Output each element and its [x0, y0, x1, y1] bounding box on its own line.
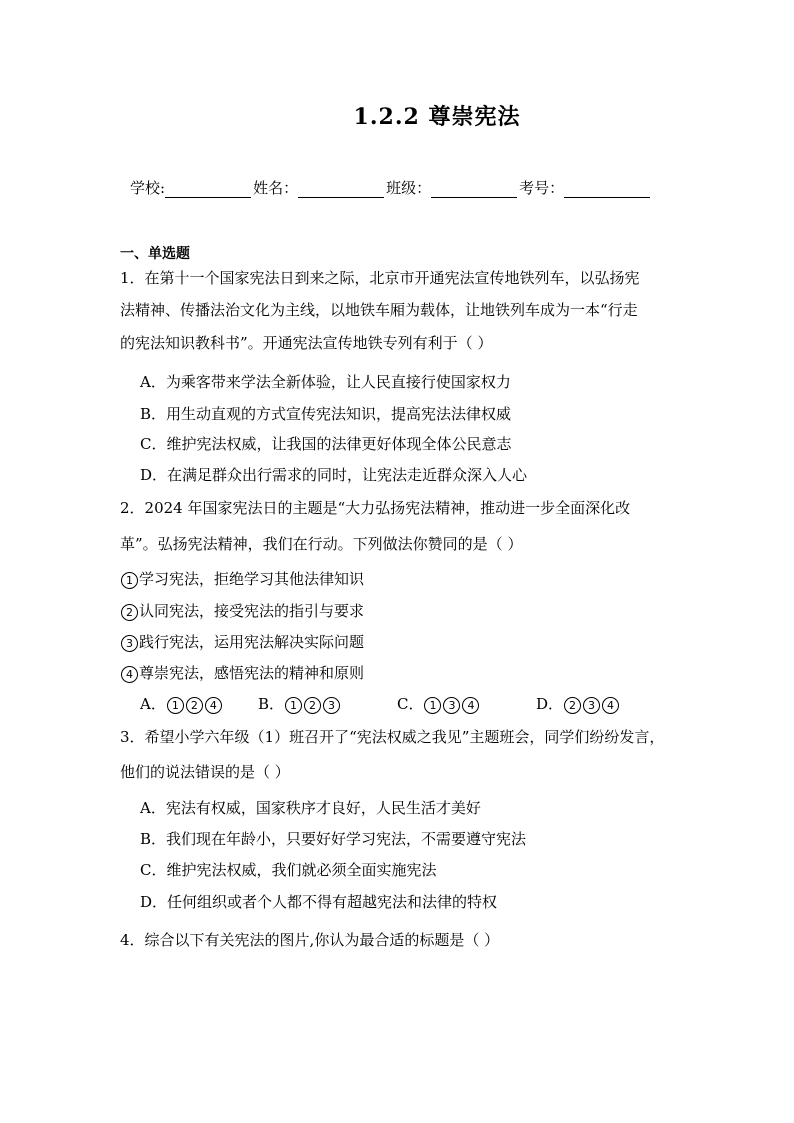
school-label: 学校:: [130, 179, 166, 197]
q2-stem-line-1: 2．2024 年国家宪法日的主题是“大力弘扬宪法精神，推动进一步全面深化改: [120, 499, 631, 517]
q2-stem-line-2: 革”。弘扬宪法精神，我们在行动。下列做法你赞同的是（ ）: [120, 535, 523, 553]
class-blank[interactable]: [431, 183, 517, 198]
name-blank[interactable]: [298, 183, 384, 198]
q2-statement-1: 1 学习宪法，拒绝学习其他法律知识: [120, 569, 364, 589]
q2-statement-2: 2 认同宪法，接受宪法的指引与要求: [120, 601, 364, 621]
q3-option-a[interactable]: A．宪法有权威，国家秩序才良好，人民生活才美好: [140, 799, 481, 817]
exam-no-blank[interactable]: [564, 183, 650, 198]
q1-option-c[interactable]: C．维护宪法权威，让我国的法律更好体现全体公民意志: [140, 435, 512, 453]
q2-option-c[interactable]: C． 1 3 4: [397, 693, 480, 714]
name-label: 姓名：: [253, 179, 299, 197]
q1-stem-line-2: 法精神、传播法治文化为主线，以地铁车厢为载体，让地铁列车成为一本“行走: [120, 301, 638, 319]
q1-option-b[interactable]: B．用生动直观的方式宣传宪法知识，提高宪法法律权威: [140, 405, 512, 423]
q2-option-d[interactable]: D． 2 3 4: [536, 693, 620, 714]
school-blank[interactable]: [165, 183, 251, 198]
page-title: 1.2.2 尊崇宪法: [353, 104, 521, 130]
q3-stem-line-2: 他们的说法错误的是（ ）: [120, 763, 290, 781]
circled-number-3: 3: [121, 635, 138, 652]
q3-option-d[interactable]: D．任何组织或者个人都不得有超越宪法和法律的特权: [140, 893, 498, 911]
q2-option-a[interactable]: A． 1 2 4: [140, 693, 223, 714]
section-heading: 一、单选题: [120, 246, 190, 262]
q2-statement-3: 3 践行宪法，运用宪法解决实际问题: [120, 632, 364, 652]
q1-option-d[interactable]: D．在满足群众出行需求的同时，让宪法走近群众深入人心: [140, 466, 528, 484]
q3-option-c[interactable]: C．维护宪法权威，我们就必须全面实施宪法: [140, 861, 437, 879]
q2-option-b[interactable]: B． 1 2 3: [258, 693, 341, 714]
exam-no-label: 考号：: [519, 179, 565, 197]
circled-number-2: 2: [121, 604, 138, 621]
q1-stem-line-1: 1．在第十一个国家宪法日到来之际，北京市开通宪法宣传地铁列车，以弘扬宪: [120, 269, 640, 287]
q3-stem-line-1: 3．希望小学六年级（1）班召开了“宪法权威之我见”主题班会，同学们纷纷发言，: [120, 728, 665, 746]
circled-number-4: 4: [121, 666, 138, 683]
q3-option-b[interactable]: B．我们现在年龄小，只要好好学习宪法，不需要遵守宪法: [140, 830, 527, 848]
circled-number-1: 1: [121, 572, 138, 589]
student-info-row: [130, 177, 652, 198]
class-label: 班级：: [386, 179, 432, 197]
q4-stem-line-1: 4．综合以下有关宪法的图片,你认为最合适的标题是（ ）: [120, 931, 500, 949]
q1-option-a[interactable]: A．为乘客带来学法全新体验，让人民直接行使国家权力: [140, 373, 511, 391]
q2-statement-4: 4 尊崇宪法，感悟宪法的精神和原则: [120, 663, 364, 683]
q1-stem-line-3: 的宪法知识教科书”。开通宪法宣传地铁专列有利于（ ）: [120, 334, 493, 352]
